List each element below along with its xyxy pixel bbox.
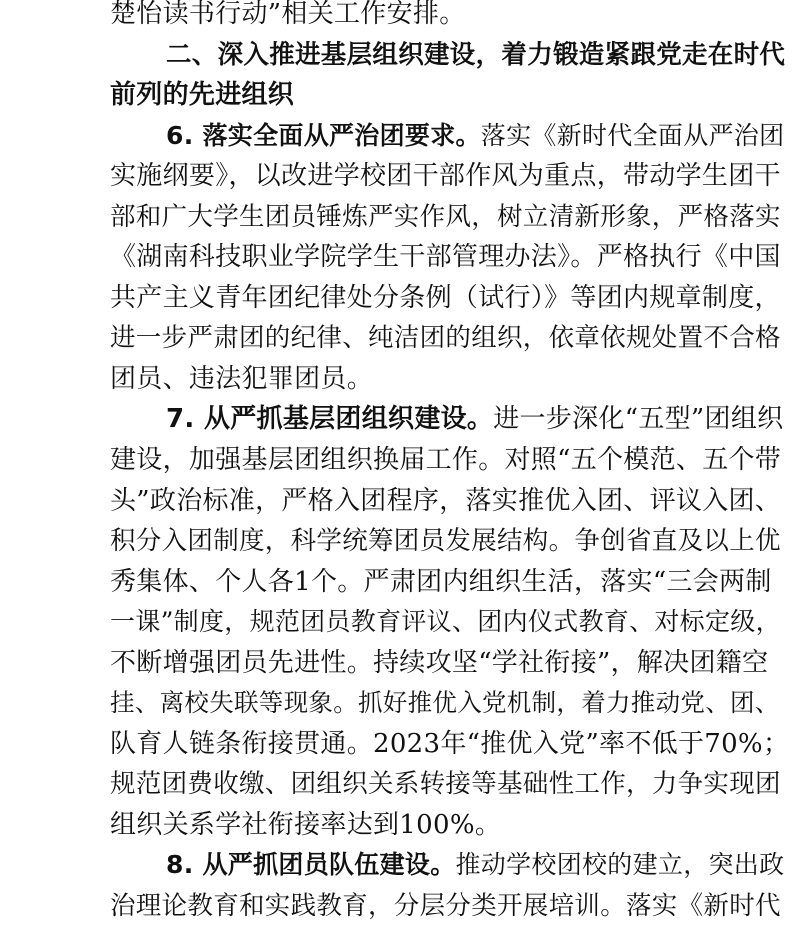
text-line: 共产主义青年团纪律处分条例（试行）》等团内规章制度， <box>110 283 781 313</box>
text-line: 《湖南科技职业学院学生干部管理办法》。严格执行《中国 <box>110 242 781 272</box>
paragraph-6-lead: 6. 落实全面从严治团要求。 <box>166 121 481 150</box>
text-line: 楚怡读书行动”相关工作安排。 <box>110 0 466 29</box>
text-line: 建设，加强基层团组织换届工作。对照“五个模范、五个带 <box>110 445 782 475</box>
text-line: 实施纲要》，以改进学校团干部作风为重点，带动学生团干 <box>110 161 781 191</box>
text-line: 规范团费收缴、团组织关系转接等基础性工作，力争实现团 <box>110 769 781 799</box>
text-line: 不断增强团员先进性。持续攻坚“学社衔接”，解决团籍空 <box>110 648 769 678</box>
text-line: 秀集体、个人各1个。严肃团内组织生活，落实“三会两制 <box>110 567 772 597</box>
text-line: 一课”制度，规范团员教育评议、团内仪式教育、对标定级， <box>110 607 781 636</box>
text-line: 组织关系学社衔接率达到100%。 <box>110 810 502 840</box>
paragraph-7-text: 进一步深化“五型”团组织 <box>493 404 784 434</box>
text-line: 队育人链条衔接贯通。2023年“推优入党”率不低于70%； <box>110 729 790 759</box>
text-line: 挂、离校失联等现象。抓好推优入党机制，着力推动党、团、 <box>110 688 780 717</box>
paragraph-7-line <box>166 399 783 439</box>
text-line: 治理论教育和实践教育，分层分类开展培训。落实《新时代 <box>110 891 781 921</box>
paragraph-8-text: 推动学校团校的建立，突出政 <box>455 850 785 879</box>
paragraph-6-line <box>166 116 784 156</box>
text-line: 头”政治标准，严格入团程序，落实推优入团、评议入团、 <box>110 486 782 516</box>
paragraph-6-text: 落实《新时代全面从严治团 <box>480 121 785 150</box>
text-line: 部和广大学生团员锤炼严实作风，树立清新形象，严格落实 <box>110 202 781 232</box>
text-line: 积分入团制度，科学统筹团员发展结构。争创省直及以上优 <box>110 526 781 556</box>
section-heading-continued: 前列的先进组织 <box>110 80 295 110</box>
paragraph-7-lead: 7. 从严抓基层团组织建设。 <box>166 404 494 434</box>
paragraph-8-lead: 8. 从严抓团员队伍建设。 <box>166 850 456 879</box>
section-heading: 二、深入推进基层组织建设，着力锻造紧跟党走在时代 <box>166 40 786 70</box>
text-line: 团员、违法犯罪团员。 <box>110 364 374 394</box>
text-line: 进一步严肃团的纪律、纯洁团的组织，依章依规处置不合格 <box>110 323 781 353</box>
paragraph-8-line <box>166 845 784 885</box>
